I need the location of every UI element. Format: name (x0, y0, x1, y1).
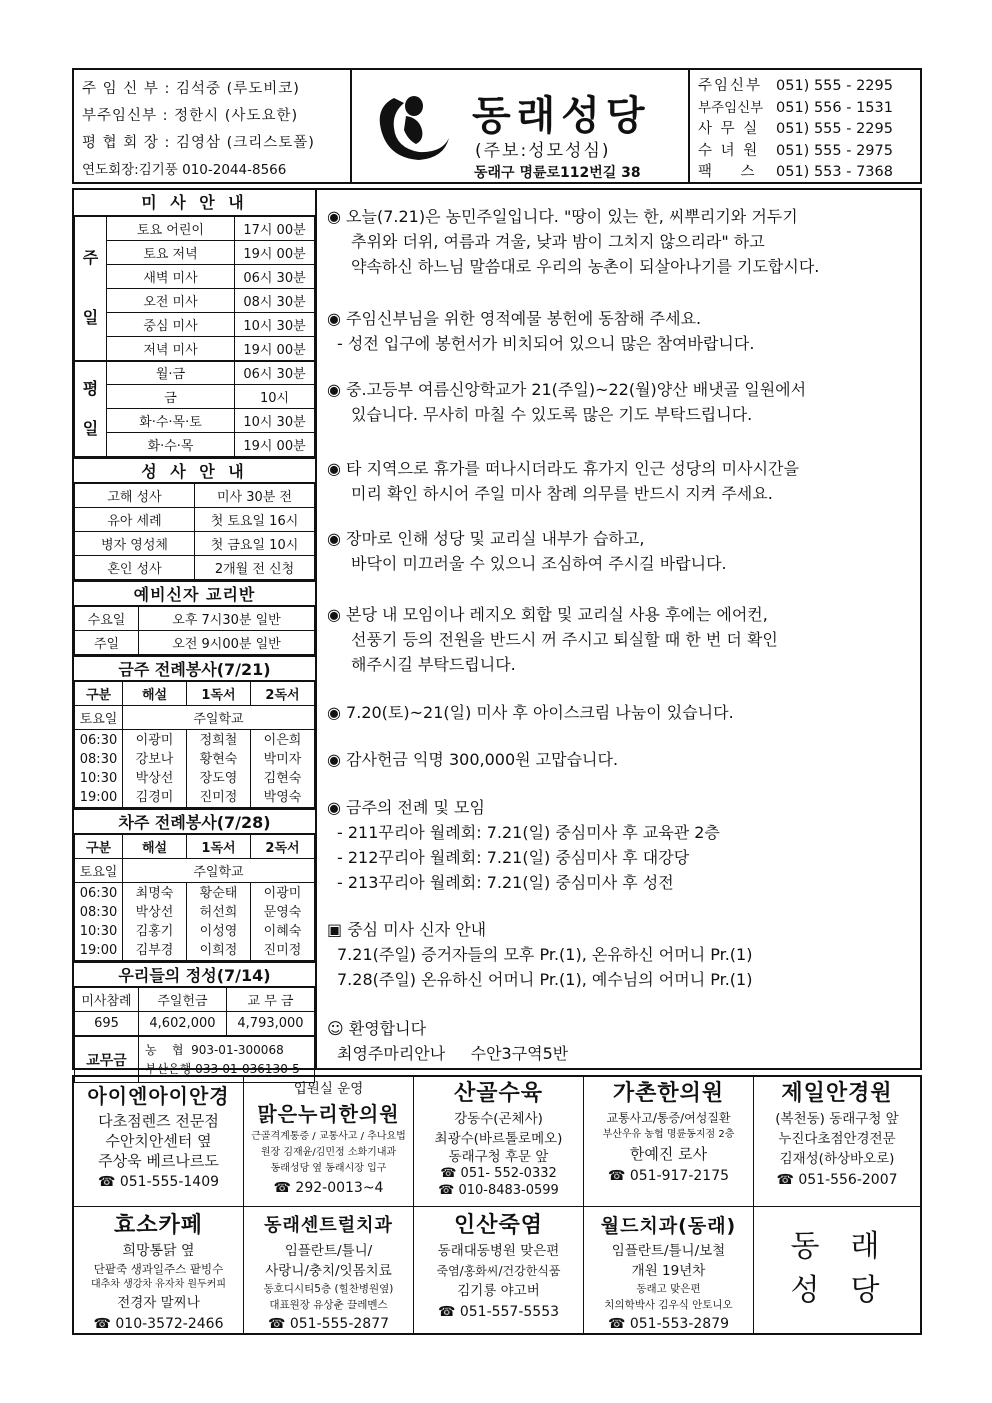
mass-name: 오전 미사 (107, 289, 235, 313)
table-cell: 미사 30분 전 (195, 484, 315, 508)
time-col: 06:30 08:30 10:30 19:00 (75, 883, 123, 961)
table-cell: 구분 (75, 835, 123, 859)
table-cell: 오후 7시30분 일반 (139, 607, 315, 631)
table-cell: 고해 성사 (75, 484, 195, 508)
offering-title: 우리들의 정성(7/14) (74, 961, 315, 987)
notice-line: - 212꾸리아 월례회: 7.21(일) 중심미사 후 대강당 (337, 848, 690, 867)
page-title: 동래성당 (472, 93, 651, 139)
notice-line: - 성전 입구에 봉헌서가 비치되어 있으니 많은 참여바랍니다. (337, 334, 755, 353)
table-cell: 황순태 허선희 이성영 이희정 (187, 883, 251, 961)
church-logo (364, 78, 464, 178)
table-cell: 교 무 금 (227, 988, 315, 1012)
table-cell: 수요일 (75, 607, 139, 631)
mass-name: 중심 미사 (107, 313, 235, 337)
notice-line: ◉ 오늘(7.21)은 농민주일입니다. "땅이 있는 한, 씨뿌리기와 거두기 (327, 207, 798, 226)
mass-time: 10시 30분 (235, 313, 315, 337)
staff-line: 연도회장:김기풍 010-2044-8566 (82, 162, 287, 178)
notice-line: ◉ 장마로 인해 성당 및 교리실 내부가 습하고, (327, 529, 645, 548)
this-week-title: 금주 전례봉사(7/21) (74, 655, 315, 681)
table-cell: 구분 (75, 682, 123, 706)
table-cell: 교무금 (75, 1037, 139, 1083)
table-cell: 주일헌금 (139, 988, 227, 1012)
time-col: 06:30 08:30 10:30 19:00 (75, 730, 123, 808)
table-cell: 토요일 (75, 859, 123, 883)
table-cell: 토요일 (75, 706, 123, 730)
header-contacts (688, 68, 922, 184)
notice-line: 추위와 더위, 여름과 겨울, 낮과 밤이 그치지 않으리라" 하고 (351, 232, 765, 251)
table-cell: 이광미 강보나 박상선 김경미 (123, 730, 187, 808)
table-cell: 병자 영성체 (75, 532, 195, 556)
ad-cell: 동래센트럴치과 임플란트/틀니/ 사랑니/충치/잇몸치료 동호디시티5층 (힐찬병원옆) 대표원장 유상춘 끌레멘스 ☎ 051-555-2877 (244, 1207, 414, 1333)
table-cell: 주일학교 (123, 859, 315, 883)
sacrament-title: 성 사 안 내 (74, 457, 315, 483)
table-cell: 2독서 (251, 682, 315, 706)
mass-title: 미 사 안 내 (74, 190, 315, 216)
notice-line: 미리 확인 하시어 주일 미사 참례 의무를 반드시 지켜 주세요. (351, 484, 773, 503)
mass-name: 토요 어린이 (107, 217, 235, 241)
notice-line: ☺ 환영합니다 (327, 1019, 427, 1038)
table-cell: 2개월 전 신청 (195, 556, 315, 580)
ad-cell: 가촌한의원 교통사고/통증/여성질환 부산우유 농협 명륜동지점 2층 한예진 로사 ☎ 051-917-2175 (584, 1077, 754, 1207)
mass-time: 19시 00분 (235, 241, 315, 265)
mass-name: 월·금 (107, 361, 235, 385)
table-cell: 최명숙 박상선 김홍기 김부경 (123, 883, 187, 961)
notice-line: ◉ 감사헌금 익명 300,000원 고맙습니다. (327, 750, 619, 769)
offering-table (74, 987, 315, 1036)
mass-name: 새벽 미사 (107, 265, 235, 289)
header-staff (72, 68, 352, 184)
table-cell: 이은희 박미자 김현숙 박영숙 (251, 730, 315, 808)
notice-line: ◉ 7.20(토)~21(일) 미사 후 아이스크림 나눔이 있습니다. (327, 703, 734, 722)
notice-line: 해주시길 부탁드립니다. (351, 655, 516, 674)
mass-time: 19시 00분 (235, 433, 315, 457)
sidebar (72, 188, 317, 1076)
table-cell: 이광미 문영숙 이혜숙 진미정 (251, 883, 315, 961)
contact-row: 팩 스 051) 553 - 7368 (698, 164, 893, 180)
sunday-label: 주 일 (75, 217, 107, 361)
notice-line: 7.28(주일) 온유하신 어머니 Pr.(1), 예수님의 어머니 Pr.(1) (337, 970, 753, 989)
staff-line: 주 임 신 부 : 김석중 (루도비코) (82, 81, 300, 97)
table-cell: 정희철 황현숙 장도영 진미정 (187, 730, 251, 808)
notice-line: 바닥이 미끄러울 수 있으니 조심하여 주시길 바랍니다. (351, 554, 727, 573)
mass-table (74, 216, 315, 457)
contact-row: 주임신부 051) 555 - 2295 (698, 78, 893, 94)
table-cell: 4,793,000 (227, 1012, 315, 1036)
weekday-label: 평 일 (75, 361, 107, 457)
notice-line: ◉ 주임신부님을 위한 영적예물 봉헌에 동참해 주세요. (327, 309, 702, 328)
ad-cell: 산골수육 강동수(곤체사) 최광수(바르톨로메오) 동래구청 후문 앞 ☎ 051- 552-0332 ☎ 010-8483-0599 (414, 1077, 584, 1207)
mass-time: 19시 00분 (235, 337, 315, 361)
header-title-block (350, 68, 690, 184)
table-cell: 해설 (123, 682, 187, 706)
sacrament-table (74, 483, 315, 580)
ad-grid (72, 1075, 922, 1335)
notice-line: 있습니다. 무사히 마칠 수 있도록 많은 기도 부탁드립니다. (351, 405, 753, 424)
notice-line: ◉ 중.고등부 여름신앙학교가 21(주일)~22(월)양산 배냇골 일원에서 (327, 380, 807, 399)
mass-time: 10시 30분 (235, 409, 315, 433)
ad-cell: 입원실 운영 맑은누리한의원 근골격계통증 / 교통사고 / 추나요법 원장 김재윤/김민정 소화기내과 동래성당 옆 동래시장 입구 ☎ 292-0013~4 (244, 1077, 414, 1207)
mass-time: 08시 30분 (235, 289, 315, 313)
table-cell: 첫 금요일 10시 (195, 532, 315, 556)
staff-line: 부주임신부 : 정한시 (사도요한) (82, 108, 299, 124)
notice-line: 약속하신 하느님 말씀대로 우리의 농촌이 되살아나기를 기도합시다. (351, 257, 820, 276)
table-cell: 4,602,000 (139, 1012, 227, 1036)
table-cell: 오전 9시00분 일반 (139, 631, 315, 655)
this-week-table (74, 681, 315, 808)
table-cell: 유아 세례 (75, 508, 195, 532)
table-cell: 1독서 (187, 835, 251, 859)
ad-cell-church: 동 래 성 당 (790, 1229, 884, 1308)
mass-name: 화·수·목·토 (107, 409, 235, 433)
page-subtitle: (주보:성모성심) (475, 141, 611, 161)
next-week-table (74, 834, 315, 961)
notice-line: ◉ 본당 내 모임이나 레지오 회합 및 교리실 사용 후에는 에어컨, (327, 605, 768, 624)
mass-name: 토요 저녁 (107, 241, 235, 265)
ad-cell: 효소카페 희망통닭 옆 단팥죽 생과일주스 팥빙수 대추차 생강차 유자차 원두커피 전경자 말찌나 ☎ 010-3572-2466 (74, 1207, 244, 1333)
mass-time: 10시 (235, 385, 315, 409)
ad-cell: 월드치과(동래) 임플란트/틀니/보철 개원 19년차 동래고 맞은편 치의학박사 김우식 안토니오 ☎ 051-553-2879 (584, 1207, 754, 1333)
mass-name: 저녁 미사 (107, 337, 235, 361)
church-address: 동래구 명륜로112번길 38 (474, 165, 641, 181)
table-cell: 해설 (123, 835, 187, 859)
notice-line: ▣ 중심 미사 신자 안내 (327, 920, 487, 939)
table-cell: 미사참례 (75, 988, 139, 1012)
notice-line: 7.21(주일) 증거자들의 모후 Pr.(1), 온유하신 어머니 Pr.(1) (337, 945, 753, 964)
ad-cell: 인산죽염 동래대동병원 맞은편 죽염/홍화씨/건강한식품 김기룡 야고버 ☎ 051-557-5553 (414, 1207, 584, 1333)
notice-line: 최영주마리안나 수안3구역5반 (337, 1044, 569, 1063)
notice-line: - 213꾸리아 월례회: 7.21(일) 중심미사 후 성전 (337, 873, 674, 892)
mass-time: 17시 00분 (235, 217, 315, 241)
mass-time: 06시 30분 (235, 265, 315, 289)
notice-line: 선풍기 등의 전원을 반드시 꺼 주시고 퇴실할 때 한 번 더 확인 (351, 630, 778, 649)
contact-row: 수 녀 원 051) 555 - 2975 (698, 142, 893, 159)
notice-line: ◉ 금주의 전례 및 모임 (327, 798, 485, 817)
table-cell: 주일 (75, 631, 139, 655)
staff-line: 평 협 회 장 : 김영삼 (크리스토폴) (82, 135, 315, 151)
mass-time: 06시 30분 (235, 361, 315, 385)
ad-cell: 제일안경원 (복천동) 동래구청 앞 누진다초점안경전문 김재성(하상바오로) ☎ 051-556-2007 (754, 1077, 920, 1207)
catechumen-title: 예비신자 교리반 (74, 580, 315, 606)
table-cell: 695 (75, 1012, 139, 1036)
ad-cell: 아이엔아이안경 다초점렌즈 전문점 수안치안센터 옆 주상욱 베르나르도 ☎ 051-555-1409 (74, 1077, 244, 1207)
mass-name: 화·수·목 (107, 433, 235, 457)
notice-line: - 211꾸리아 월례회: 7.21(일) 중심미사 후 교육관 2층 (337, 823, 720, 842)
table-cell: 혼인 성사 (75, 556, 195, 580)
table-cell: 2독서 (251, 835, 315, 859)
notice-line: ◉ 타 지역으로 휴가를 떠나시더라도 휴가지 인근 성당의 미사시간을 (327, 459, 799, 478)
catechumen-table (74, 606, 315, 655)
table-cell: 주일학교 (123, 706, 315, 730)
contact-row: 사 무 실 051) 555 - 2295 (698, 121, 893, 137)
table-cell: 농 협 903-01-300068 부산은행 033-01-036130-5 (139, 1037, 315, 1083)
table-cell: 1독서 (187, 682, 251, 706)
notices (315, 188, 922, 1070)
mass-name: 금 (107, 385, 235, 409)
table-cell: 첫 토요일 16시 (195, 508, 315, 532)
next-week-title: 차주 전례봉사(7/28) (74, 808, 315, 834)
contact-row: 부주임신부 051) 556 - 1531 (698, 99, 893, 116)
